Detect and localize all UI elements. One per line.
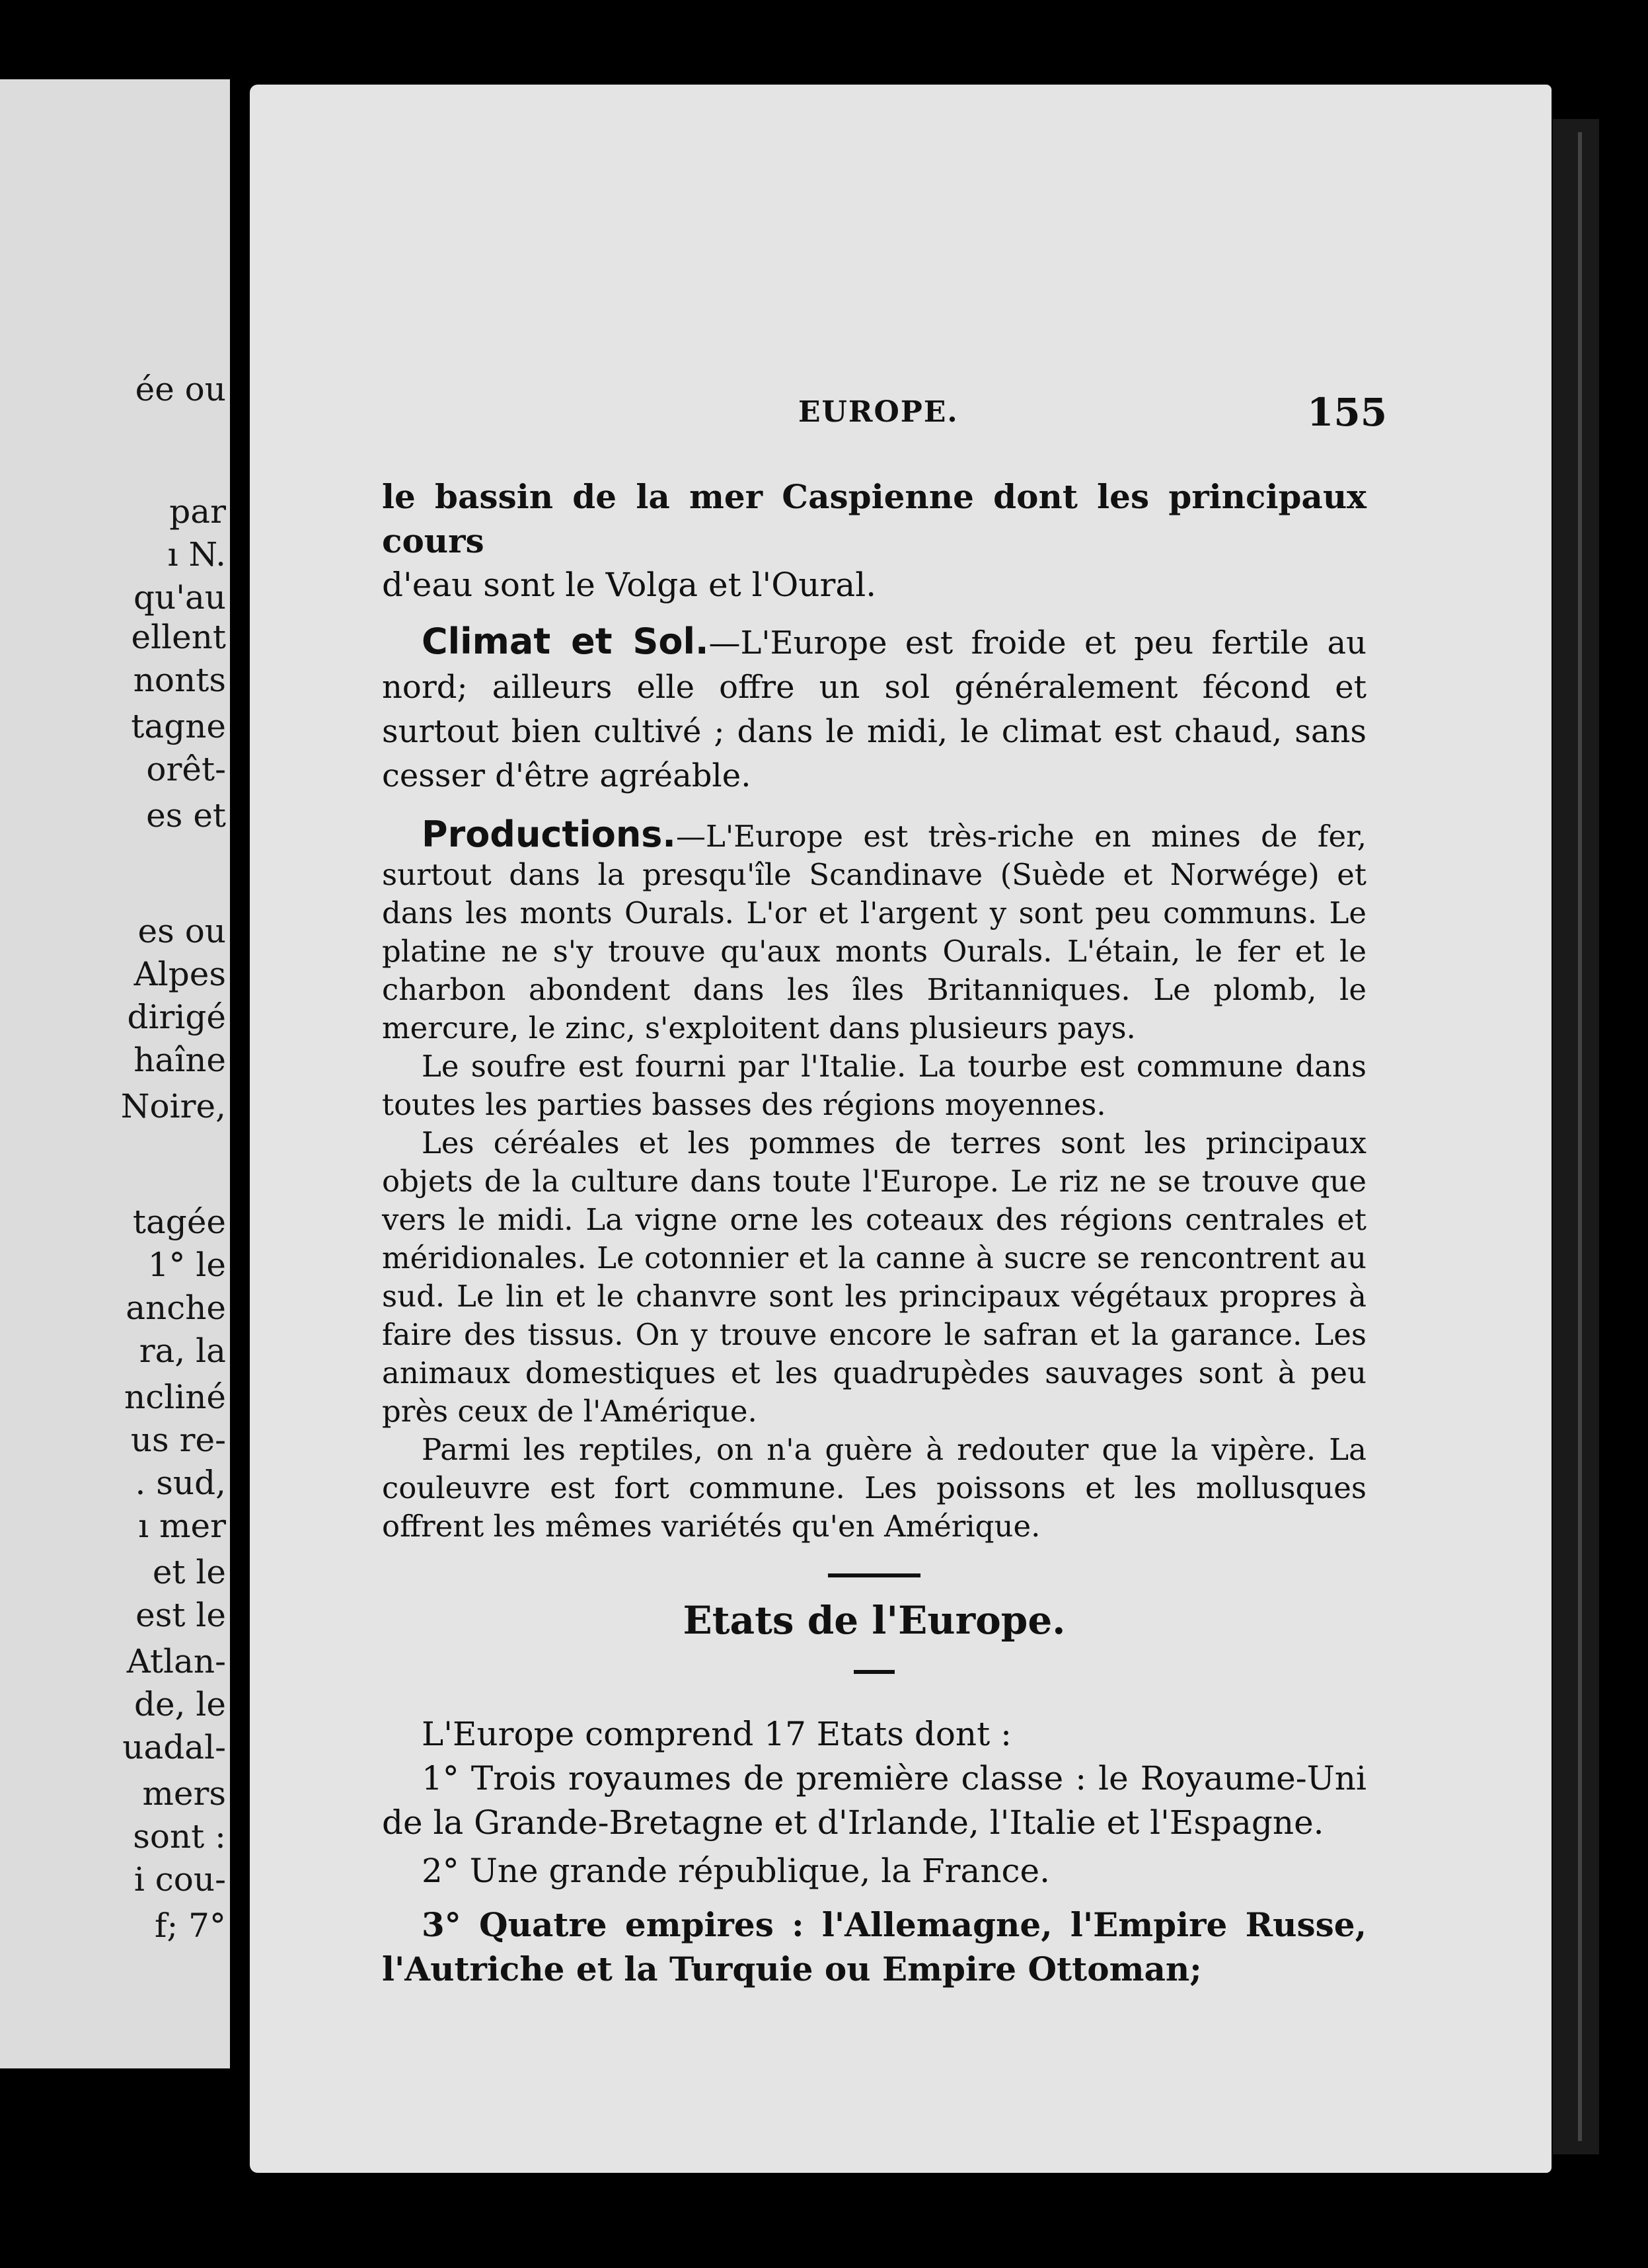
states-item-1: 1° Trois royaumes de première classe : le Royaume-Uni de la Grande-Bretagne et d'Irlande, l'Italie et l'Espagne.: [382, 1759, 1367, 1842]
running-title: EUROPE.: [798, 395, 959, 429]
facing-page-line: sont :: [133, 1817, 226, 1856]
facing-page-line: us re-: [130, 1421, 226, 1459]
sulfur-paragraph: Le soufre est fourni par l'Italie. La tourbe est commune dans toutes les parties basses des régions moyennes.: [382, 1049, 1367, 1122]
facing-page-line: anche: [126, 1289, 226, 1327]
facing-page-line: dirigé: [127, 998, 226, 1036]
productions-text: —L'Europe est très-riche en mines de fer, surtout dans la presqu'île Scandinave (Suède et Norwége) et dans les monts Ourals. L'or et l'argent y sont peu communs. Le platine ne s'y trouve qu'aux monts Ourals. L'étain, le fer et le charbon abondent dans les îles Britanniques. Le plomb, le mercure, le zinc, s'exploitent dans plusieurs pays.: [382, 819, 1367, 1045]
facing-page-line: nonts: [133, 661, 226, 699]
facing-page-line: 1° le: [147, 1246, 226, 1284]
title-divider: [854, 1670, 895, 1674]
book-page: [250, 85, 1552, 2173]
facing-page-line: ée ou: [135, 370, 226, 408]
facing-page-line: mers: [142, 1774, 226, 1813]
states-item-3: 3° Quatre empires : l'Allemagne, l'Empire Russe, l'Autriche et la Turquie ou Empire Ottoman;: [382, 1905, 1367, 1988]
section-title: Etats de l'Europe.: [683, 1598, 1066, 1643]
facing-page-line: es et: [146, 796, 226, 835]
climate-heading: Climat et Sol.: [422, 621, 709, 662]
intro-line-2: d'eau sont le Volga et l'Oural.: [382, 566, 877, 604]
agriculture-paragraph: Les céréales et les pommes de terres sont les principaux objets de la culture dans toute l'Europe. Le riz ne se trouve que vers le midi. La vigne orne les coteaux des régions centrales et méridionales. Le cotonnier et la canne à sucre se rencontrent au sud. Le lin et le chanvre sont les principaux végétaux propres à faire des tissus. On y trouve encore le safran et la garance. Les animaux domestiques et les quadrupèdes sauvages sont à peu près ceux de l'Amérique.: [382, 1125, 1367, 1429]
facing-page-line: ra, la: [139, 1332, 226, 1370]
facing-page-line: ncliné: [124, 1378, 226, 1416]
facing-page-line: qu'au: [133, 578, 226, 617]
section-divider: [828, 1573, 920, 1577]
page-header: [250, 390, 1552, 435]
book-spine: [1553, 119, 1599, 2154]
facing-page-line: ı N.: [167, 535, 226, 574]
reptiles-paragraph: Parmi les reptiles, on n'a guère à redouter que la vipère. La couleuvre est fort commune. Les poissons et les mollusques offrent les mêmes variétés qu'en Amérique.: [382, 1432, 1367, 1544]
productions-paragraph: [382, 815, 1367, 1047]
facing-page-line: ı mer: [138, 1507, 226, 1545]
facing-page-line: et le: [152, 1553, 226, 1591]
facing-page-line: i cou-: [133, 1860, 226, 1899]
climate-paragraph: [382, 619, 1367, 798]
facing-page-line: Alpes: [133, 955, 226, 993]
facing-page-line: tagne: [131, 707, 226, 745]
facing-page-line: . sud,: [135, 1464, 226, 1502]
page-body: [382, 474, 1367, 1991]
facing-page-line: haîne: [133, 1041, 226, 1079]
facing-page-line: es ou: [137, 912, 226, 950]
facing-page-line: par: [169, 492, 226, 531]
facing-page-line: tagée: [132, 1203, 226, 1241]
page-number: 155: [1307, 390, 1388, 435]
facing-page: [0, 79, 230, 2068]
facing-page-line: uadal-: [122, 1728, 226, 1766]
facing-page-line: ellent: [131, 618, 226, 656]
states-item-2: 2° Une grande république, la France.: [422, 1852, 1051, 1890]
climate-text: —L'Europe est froide et peu fertile au nord; ailleurs elle offre un sol généralement fécond et surtout bien cultivé ; dans le midi, le climat est chaud, sans cesser d'être agréable.: [382, 624, 1367, 794]
facing-page-line: est le: [135, 1596, 226, 1634]
spine-edge: [1578, 132, 1582, 2141]
facing-page-line: orêt-: [146, 750, 226, 788]
states-intro: L'Europe comprend 17 Etats dont :: [422, 1715, 1012, 1753]
intro-line-1: le bassin de la mer Caspienne dont les principaux cours: [382, 477, 1367, 560]
facing-page-line: f; 7°: [154, 1907, 226, 1945]
facing-page-line: de, le: [134, 1685, 226, 1723]
states-list: [382, 1712, 1367, 1991]
facing-page-line: Atlan-: [126, 1642, 226, 1681]
productions-heading: Productions.: [422, 813, 676, 855]
facing-page-line: Noire,: [120, 1087, 226, 1125]
